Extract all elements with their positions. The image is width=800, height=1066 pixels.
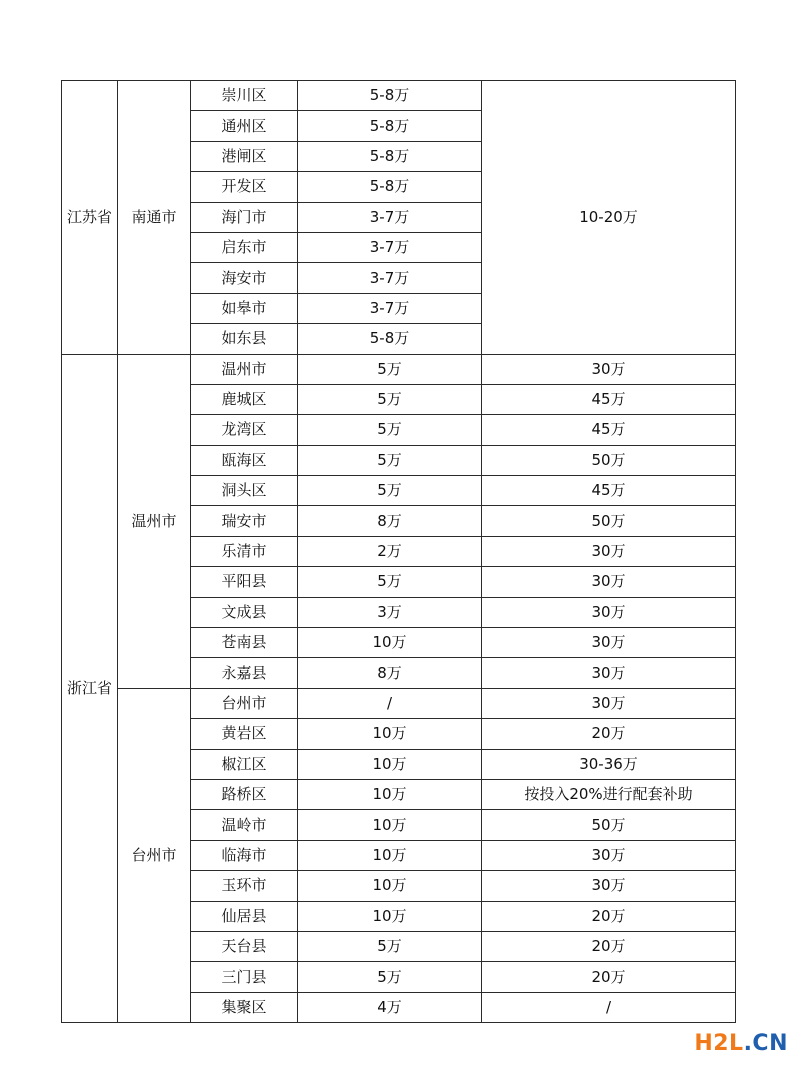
city-amount-cell: 10-20万 — [482, 81, 736, 355]
district-cell: 临海市 — [191, 840, 298, 870]
district-amount-cell: 5万 — [298, 415, 482, 445]
city-amount-cell: 20万 — [482, 901, 736, 931]
district-amount-cell: 10万 — [298, 628, 482, 658]
district-amount-cell: 4万 — [298, 992, 482, 1022]
district-amount-cell: 3-7万 — [298, 263, 482, 293]
district-cell: 瑞安市 — [191, 506, 298, 536]
city-amount-cell: 20万 — [482, 931, 736, 961]
district-amount-cell: 10万 — [298, 719, 482, 749]
district-amount-cell: 5万 — [298, 567, 482, 597]
province-cell: 江苏省 — [62, 81, 118, 355]
district-cell: 永嘉县 — [191, 658, 298, 688]
district-cell: 温州市 — [191, 354, 298, 384]
city-cell: 温州市 — [118, 354, 191, 688]
district-amount-cell: 3万 — [298, 597, 482, 627]
city-amount-cell: 20万 — [482, 719, 736, 749]
district-cell: 鹿城区 — [191, 384, 298, 414]
city-amount-cell: 50万 — [482, 810, 736, 840]
table-body — [62, 81, 736, 1023]
district-amount-cell: 5-8万 — [298, 324, 482, 354]
district-amount-cell: 5万 — [298, 962, 482, 992]
city-amount-cell: 30万 — [482, 840, 736, 870]
district-cell: 乐清市 — [191, 536, 298, 566]
district-amount-cell: 3-7万 — [298, 293, 482, 323]
city-cell: 台州市 — [118, 688, 191, 1022]
table-row — [62, 354, 736, 384]
district-cell: 集聚区 — [191, 992, 298, 1022]
district-amount-cell: 5万 — [298, 384, 482, 414]
district-cell: 三门县 — [191, 962, 298, 992]
district-cell: 通州区 — [191, 111, 298, 141]
district-cell: 路桥区 — [191, 779, 298, 809]
city-amount-cell: 30万 — [482, 354, 736, 384]
district-cell: 玉环市 — [191, 871, 298, 901]
district-amount-cell: 3-7万 — [298, 202, 482, 232]
city-amount-cell: / — [482, 992, 736, 1022]
city-amount-cell: 45万 — [482, 415, 736, 445]
site-watermark-logo — [694, 1031, 788, 1056]
city-amount-cell: 50万 — [482, 445, 736, 475]
district-cell: 瓯海区 — [191, 445, 298, 475]
district-amount-cell: 10万 — [298, 810, 482, 840]
city-amount-cell: 30-36万 — [482, 749, 736, 779]
district-amount-cell: 10万 — [298, 901, 482, 931]
city-amount-cell: 30万 — [482, 597, 736, 627]
district-cell: 文成县 — [191, 597, 298, 627]
district-cell: 海门市 — [191, 202, 298, 232]
table-row — [62, 688, 736, 718]
district-amount-cell: / — [298, 688, 482, 718]
district-cell: 如东县 — [191, 324, 298, 354]
city-amount-cell: 30万 — [482, 567, 736, 597]
district-amount-cell: 5-8万 — [298, 141, 482, 171]
city-amount-cell: 30万 — [482, 628, 736, 658]
district-amount-cell: 10万 — [298, 749, 482, 779]
city-cell: 南通市 — [118, 81, 191, 355]
district-amount-cell: 8万 — [298, 658, 482, 688]
watermark-part1: H2L — [694, 1031, 744, 1056]
city-amount-cell: 30万 — [482, 658, 736, 688]
district-amount-cell: 10万 — [298, 840, 482, 870]
district-amount-cell: 5万 — [298, 354, 482, 384]
district-cell: 海安市 — [191, 263, 298, 293]
city-amount-cell: 20万 — [482, 962, 736, 992]
city-amount-cell: 30万 — [482, 688, 736, 718]
district-amount-cell: 2万 — [298, 536, 482, 566]
city-amount-cell: 按投入20%进行配套补助 — [482, 779, 736, 809]
district-amount-cell: 3-7万 — [298, 232, 482, 262]
district-cell: 平阳县 — [191, 567, 298, 597]
district-cell: 开发区 — [191, 172, 298, 202]
district-amount-cell: 5万 — [298, 931, 482, 961]
district-cell: 温岭市 — [191, 810, 298, 840]
district-amount-cell: 5万 — [298, 476, 482, 506]
district-cell: 仙居县 — [191, 901, 298, 931]
district-amount-cell: 5-8万 — [298, 172, 482, 202]
district-cell: 黄岩区 — [191, 719, 298, 749]
district-cell: 台州市 — [191, 688, 298, 718]
district-amount-cell: 10万 — [298, 779, 482, 809]
city-amount-cell: 45万 — [482, 384, 736, 414]
district-cell: 天台县 — [191, 931, 298, 961]
district-amount-cell: 5万 — [298, 445, 482, 475]
city-amount-cell: 30万 — [482, 536, 736, 566]
district-cell: 龙湾区 — [191, 415, 298, 445]
district-amount-cell: 8万 — [298, 506, 482, 536]
city-amount-cell: 45万 — [482, 476, 736, 506]
city-amount-cell: 30万 — [482, 871, 736, 901]
district-cell: 苍南县 — [191, 628, 298, 658]
subsidy-table — [61, 80, 736, 1023]
district-cell: 椒江区 — [191, 749, 298, 779]
district-cell: 如皋市 — [191, 293, 298, 323]
watermark-part2: .CN — [743, 1031, 788, 1056]
district-cell: 洞头区 — [191, 476, 298, 506]
district-cell: 港闸区 — [191, 141, 298, 171]
city-amount-cell: 50万 — [482, 506, 736, 536]
table-row — [62, 81, 736, 111]
province-cell: 浙江省 — [62, 354, 118, 1023]
district-amount-cell: 5-8万 — [298, 111, 482, 141]
district-amount-cell: 5-8万 — [298, 81, 482, 111]
district-amount-cell: 10万 — [298, 871, 482, 901]
district-cell: 崇川区 — [191, 81, 298, 111]
district-cell: 启东市 — [191, 232, 298, 262]
